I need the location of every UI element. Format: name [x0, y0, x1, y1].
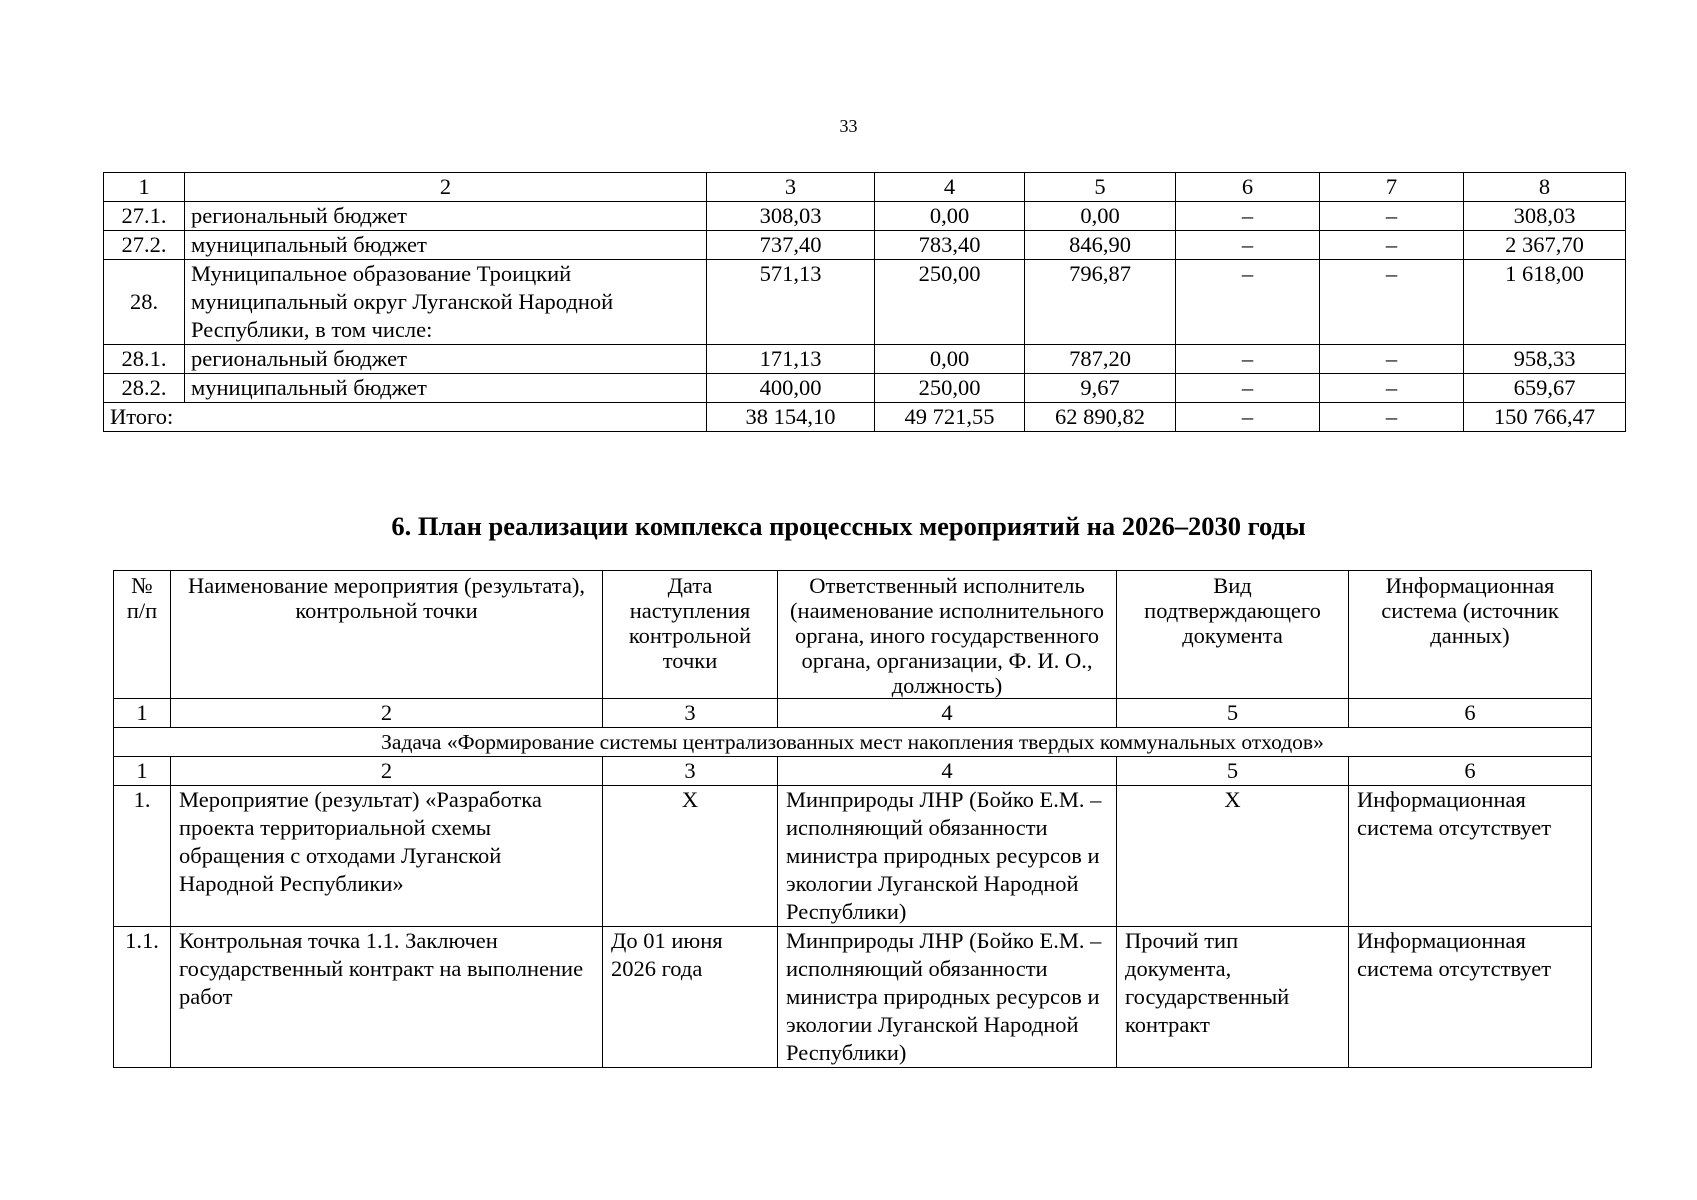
header-system: Информационная система (источник данных)	[1349, 571, 1592, 699]
plan-col-numbers-row	[114, 699, 1592, 728]
row-number: 27.1.	[104, 202, 185, 231]
plan-col-number: 6	[1349, 757, 1592, 786]
header-num: № п/п	[114, 571, 171, 699]
row-number: 1.1.	[114, 927, 171, 1068]
table-row	[114, 786, 1592, 927]
cell-value: –	[1176, 374, 1320, 403]
cell-value: 787,20	[1025, 345, 1176, 374]
plan-col-numbers-row	[114, 757, 1592, 786]
budget-col-number: 3	[707, 173, 875, 202]
plan-col-number: 4	[778, 757, 1117, 786]
row-date: До 01 июня 2026 года	[603, 927, 778, 1068]
table-row	[114, 927, 1592, 1068]
section-title: 6. План реализации комплекса процессных мероприятий на 2026–2030 годы	[391, 511, 1306, 541]
task-title: Задача «Формирование системы централизованных мест накопления твердых коммунальных отходов»	[114, 728, 1592, 757]
cell-value: –	[1320, 374, 1464, 403]
cell-value: 0,00	[875, 202, 1025, 231]
cell-value: –	[1320, 231, 1464, 260]
row-system: Информационная система отсутствует	[1349, 786, 1592, 927]
row-name: Мероприятие (результат) «Разработка проекта территориальной схемы обращения с отходами Луганской Народной Республики»	[171, 786, 603, 927]
plan-col-number: 4	[778, 699, 1117, 728]
cell-value: 250,00	[875, 260, 1025, 345]
header-name: Наименование мероприятия (результата), контрольной точки	[171, 571, 603, 699]
row-number: 27.2.	[104, 231, 185, 260]
row-name: муниципальный бюджет	[185, 231, 707, 260]
budget-col-number: 7	[1320, 173, 1464, 202]
budget-table	[103, 172, 1626, 432]
row-name: региональный бюджет	[185, 345, 707, 374]
row-executor: Минприроды ЛНР (Бойко Е.М. – исполняющий обязанности министра природных ресурсов и экологии Луганской Народной Республики)	[778, 786, 1117, 927]
total-row	[104, 403, 1626, 432]
plan-col-number: 1	[114, 757, 171, 786]
cell-value: 308,03	[707, 202, 875, 231]
table-row	[104, 202, 1626, 231]
cell-value: 0,00	[875, 345, 1025, 374]
plan-col-number: 5	[1117, 757, 1349, 786]
plan-header-row	[114, 571, 1592, 699]
row-number: 1.	[114, 786, 171, 927]
cell-value: –	[1176, 231, 1320, 260]
budget-col-number: 4	[875, 173, 1025, 202]
header-doc: Вид подтверждающего документа	[1117, 571, 1349, 699]
header-date: Дата наступления контрольной точки	[603, 571, 778, 699]
cell-value: –	[1320, 202, 1464, 231]
cell-value: 571,13	[707, 260, 875, 345]
cell-value: 400,00	[707, 374, 875, 403]
cell-value: 958,33	[1464, 345, 1626, 374]
cell-value: –	[1176, 345, 1320, 374]
cell-value: 250,00	[875, 374, 1025, 403]
cell-value: 9,67	[1025, 374, 1176, 403]
row-executor: Минприроды ЛНР (Бойко Е.М. – исполняющий обязанности министра природных ресурсов и экологии Луганской Народной Республики)	[778, 927, 1117, 1068]
cell-value: 1 618,00	[1464, 260, 1626, 345]
cell-value: –	[1320, 345, 1464, 374]
row-system: Информационная система отсутствует	[1349, 927, 1592, 1068]
table-row	[104, 260, 1626, 345]
cell-value: –	[1320, 260, 1464, 345]
budget-col-number: 1	[104, 173, 185, 202]
cell-value: 846,90	[1025, 231, 1176, 260]
plan-col-number: 3	[603, 699, 778, 728]
cell-value: 2 367,70	[1464, 231, 1626, 260]
row-doc: Прочий тип документа, государственный контракт	[1117, 927, 1349, 1068]
plan-col-number: 2	[171, 757, 603, 786]
plan-col-number: 6	[1349, 699, 1592, 728]
budget-col-number: 6	[1176, 173, 1320, 202]
total-value: 62 890,82	[1025, 403, 1176, 432]
plan-col-number: 5	[1117, 699, 1349, 728]
plan-col-number: 2	[171, 699, 603, 728]
budget-col-number: 2	[185, 173, 707, 202]
cell-value: 171,13	[707, 345, 875, 374]
cell-value: –	[1176, 202, 1320, 231]
page-number: 33	[839, 116, 858, 136]
row-name: региональный бюджет	[185, 202, 707, 231]
total-value: 150 766,47	[1464, 403, 1626, 432]
cell-value: 659,67	[1464, 374, 1626, 403]
row-number: 28.1.	[104, 345, 185, 374]
table-row	[104, 231, 1626, 260]
row-name: Муниципальное образование Троицкий муниципальный округ Луганской Народной Республики, в том числе:	[185, 260, 707, 345]
total-label: Итого:	[104, 403, 707, 432]
plan-col-number: 1	[114, 699, 171, 728]
budget-col-number: 5	[1025, 173, 1176, 202]
total-value: –	[1176, 403, 1320, 432]
cell-value: 308,03	[1464, 202, 1626, 231]
cell-value: 737,40	[707, 231, 875, 260]
row-number: 28.2.	[104, 374, 185, 403]
row-name: Контрольная точка 1.1. Заключен государственный контракт на выполнение работ	[171, 927, 603, 1068]
budget-col-numbers-row	[104, 173, 1626, 202]
table-row	[104, 374, 1626, 403]
row-number: 28.	[104, 260, 185, 345]
total-value: –	[1320, 403, 1464, 432]
total-value: 38 154,10	[707, 403, 875, 432]
header-executor: Ответственный исполнитель (наименование исполнительного органа, иного государственного органа, организации, Ф. И. О., должность)	[778, 571, 1117, 699]
plan-col-number: 3	[603, 757, 778, 786]
total-value: 49 721,55	[875, 403, 1025, 432]
row-name: муниципальный бюджет	[185, 374, 707, 403]
table-row	[104, 345, 1626, 374]
task-row	[114, 728, 1592, 757]
cell-value: –	[1176, 260, 1320, 345]
row-date: Х	[603, 786, 778, 927]
budget-col-number: 8	[1464, 173, 1626, 202]
cell-value: 783,40	[875, 231, 1025, 260]
cell-value: 796,87	[1025, 260, 1176, 345]
row-doc: Х	[1117, 786, 1349, 927]
cell-value: 0,00	[1025, 202, 1176, 231]
plan-table	[113, 570, 1592, 1068]
